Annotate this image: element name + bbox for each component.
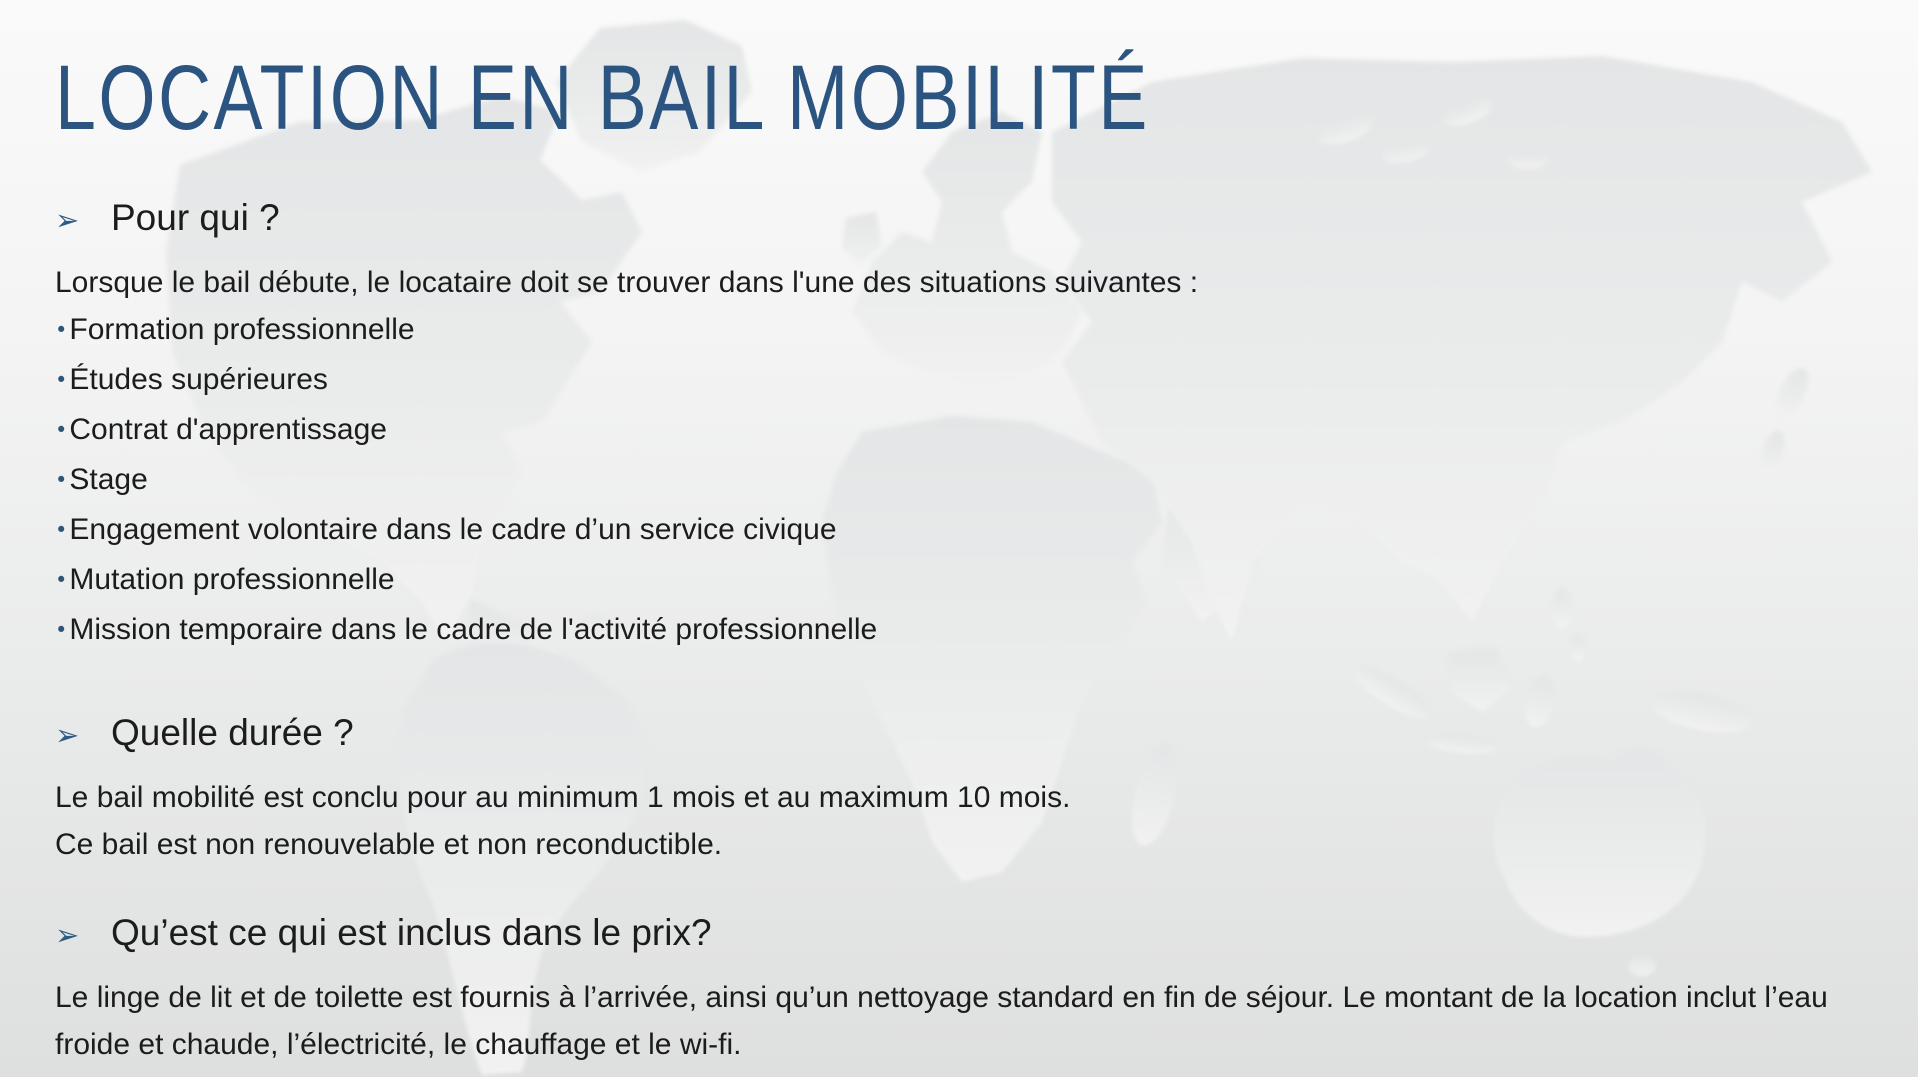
bullet-item (55, 406, 1868, 456)
situation-bullet-list (55, 306, 1868, 656)
arrow-bullet-icon: ➢ (55, 717, 80, 752)
bullet-item-label: Contrat d'apprentissage (69, 412, 387, 446)
dot-bullet-icon: • (55, 317, 68, 342)
section-heading-duree (55, 710, 1868, 758)
section-heading-pour-qui (55, 195, 1868, 243)
section-pour-qui (55, 195, 1868, 656)
body-paragraph: Le linge de lit et de toilette est fournis à l’arrivée, ainsi qu’un nettoyage standard en fin de séjour. Le montant de la location inclut l’eau froide et chaude, l’électricité, le chauffage et le wi-fi. (55, 980, 1828, 1061)
dot-bullet-icon: • (55, 367, 68, 392)
bullet-item-label: Engagement volontaire dans le cadre d’un service civique (69, 512, 837, 546)
bullet-item-label: Formation professionnelle (69, 312, 415, 346)
bullet-item-label: Mission temporaire dans le cadre de l'activité professionnelle (69, 612, 878, 646)
body-line: Le bail mobilité est conclu pour au minimum 1 mois et au maximum 10 mois. (55, 780, 1071, 814)
bullet-item-label: Mutation professionnelle (69, 562, 395, 596)
bullet-item-label: Études supérieures (69, 362, 328, 396)
section-heading-label: Pour qui ? (111, 196, 280, 238)
dot-bullet-icon: • (55, 417, 68, 442)
dot-bullet-icon: • (55, 467, 68, 492)
section-body (55, 259, 1868, 656)
dot-bullet-icon: • (55, 567, 68, 592)
slide-content (55, 36, 1868, 1068)
bullet-item (55, 556, 1868, 606)
page-title: LOCATION EN BAIL MOBILITÉ (55, 47, 1150, 149)
bullet-item (55, 306, 1868, 356)
intro-text: Lorsque le bail débute, le locataire doit se trouver dans l'une des situations suivantes : (55, 265, 1199, 299)
section-duree (55, 710, 1868, 868)
bullet-item (55, 456, 1868, 506)
bullet-item (55, 506, 1868, 556)
dot-bullet-icon: • (55, 517, 68, 542)
arrow-bullet-icon: ➢ (55, 202, 80, 237)
section-heading-prix (55, 910, 1868, 958)
section-heading-label: Qu’est ce qui est inclus dans le prix? (111, 911, 712, 953)
section-prix (55, 910, 1868, 1068)
body-line: Ce bail est non renouvelable et non reconductible. (55, 827, 723, 861)
section-body (55, 974, 1868, 1068)
bullet-item (55, 606, 1868, 656)
section-body (55, 774, 1868, 868)
dot-bullet-icon: • (55, 617, 68, 642)
arrow-bullet-icon: ➢ (55, 917, 80, 952)
section-heading-label: Quelle durée ? (111, 711, 354, 753)
bullet-item-label: Stage (69, 462, 148, 496)
bullet-item (55, 356, 1868, 406)
